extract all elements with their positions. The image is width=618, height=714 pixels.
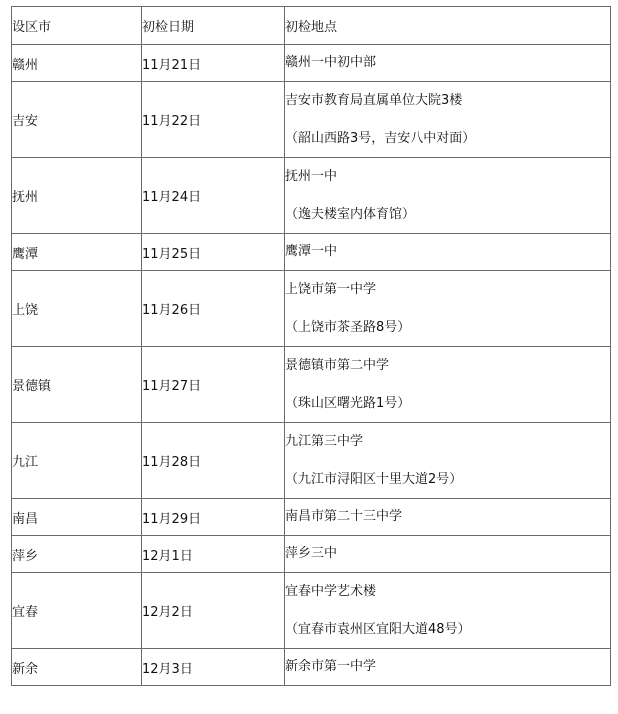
location-cell — [285, 82, 611, 158]
city-cell: 景德镇 — [12, 347, 142, 423]
city-cell: 九江 — [12, 423, 142, 499]
city-cell: 宜春 — [12, 573, 142, 649]
date-cell: 11月27日 — [142, 347, 285, 423]
table-header-row — [12, 7, 611, 45]
column-header-location: 初检地点 — [285, 7, 611, 45]
city-cell: 上饶 — [12, 271, 142, 347]
location-cell — [285, 45, 611, 82]
city-cell: 鹰潭 — [12, 234, 142, 271]
city-cell: 新余 — [12, 649, 142, 686]
table-row — [12, 271, 611, 347]
table-row — [12, 536, 611, 573]
location-cell — [285, 649, 611, 686]
location-cell — [285, 536, 611, 573]
table-row — [12, 45, 611, 82]
column-header-city: 设区市 — [12, 7, 142, 45]
location-name: 新余市第一中学 — [285, 659, 377, 674]
location-name: 上饶市第一中学 — [285, 281, 377, 297]
location-cell — [285, 158, 611, 234]
city-cell: 南昌 — [12, 499, 142, 536]
table-row — [12, 347, 611, 423]
location-address: （韶山西路3号，吉安八中对面） — [285, 130, 476, 146]
city-cell: 萍乡 — [12, 536, 142, 573]
location-address: （宜春市袁州区宜阳大道48号） — [285, 621, 471, 637]
city-cell: 赣州 — [12, 45, 142, 82]
location-cell — [285, 347, 611, 423]
date-cell: 12月1日 — [142, 536, 285, 573]
city-cell: 抚州 — [12, 158, 142, 234]
inspection-schedule-table — [11, 6, 611, 686]
city-cell: 吉安 — [12, 82, 142, 158]
location-address: （逸夫楼室内体育馆） — [285, 206, 416, 222]
table-row — [12, 423, 611, 499]
location-name: 抚州一中 — [285, 168, 338, 184]
date-cell: 11月24日 — [142, 158, 285, 234]
table-row — [12, 82, 611, 158]
location-name: 吉安市教育局直属单位大院3楼 — [285, 92, 463, 108]
date-cell: 11月22日 — [142, 82, 285, 158]
location-cell — [285, 573, 611, 649]
location-name: 九江第三中学 — [285, 433, 364, 449]
table-row — [12, 499, 611, 536]
date-cell: 11月26日 — [142, 271, 285, 347]
location-cell — [285, 423, 611, 499]
location-name: 宜春中学艺术楼 — [285, 583, 377, 599]
location-name: 鹰潭一中 — [285, 244, 338, 259]
location-cell — [285, 271, 611, 347]
location-name: 赣州一中初中部 — [285, 55, 377, 70]
date-cell: 11月28日 — [142, 423, 285, 499]
location-address: （上饶市茶圣路8号） — [285, 319, 411, 335]
date-cell: 12月3日 — [142, 649, 285, 686]
table-row — [12, 234, 611, 271]
date-cell: 11月29日 — [142, 499, 285, 536]
table-row — [12, 158, 611, 234]
location-cell — [285, 234, 611, 271]
table-row — [12, 649, 611, 686]
column-header-date: 初检日期 — [142, 7, 285, 45]
date-cell: 11月21日 — [142, 45, 285, 82]
location-address: （九江市浔阳区十里大道2号） — [285, 471, 463, 487]
location-name: 南昌市第二十三中学 — [285, 509, 403, 524]
location-name: 萍乡三中 — [285, 546, 338, 561]
date-cell: 12月2日 — [142, 573, 285, 649]
location-address: （珠山区曙光路1号） — [285, 395, 411, 411]
table-row — [12, 573, 611, 649]
date-cell: 11月25日 — [142, 234, 285, 271]
location-cell — [285, 499, 611, 536]
location-name: 景德镇市第二中学 — [285, 357, 390, 373]
